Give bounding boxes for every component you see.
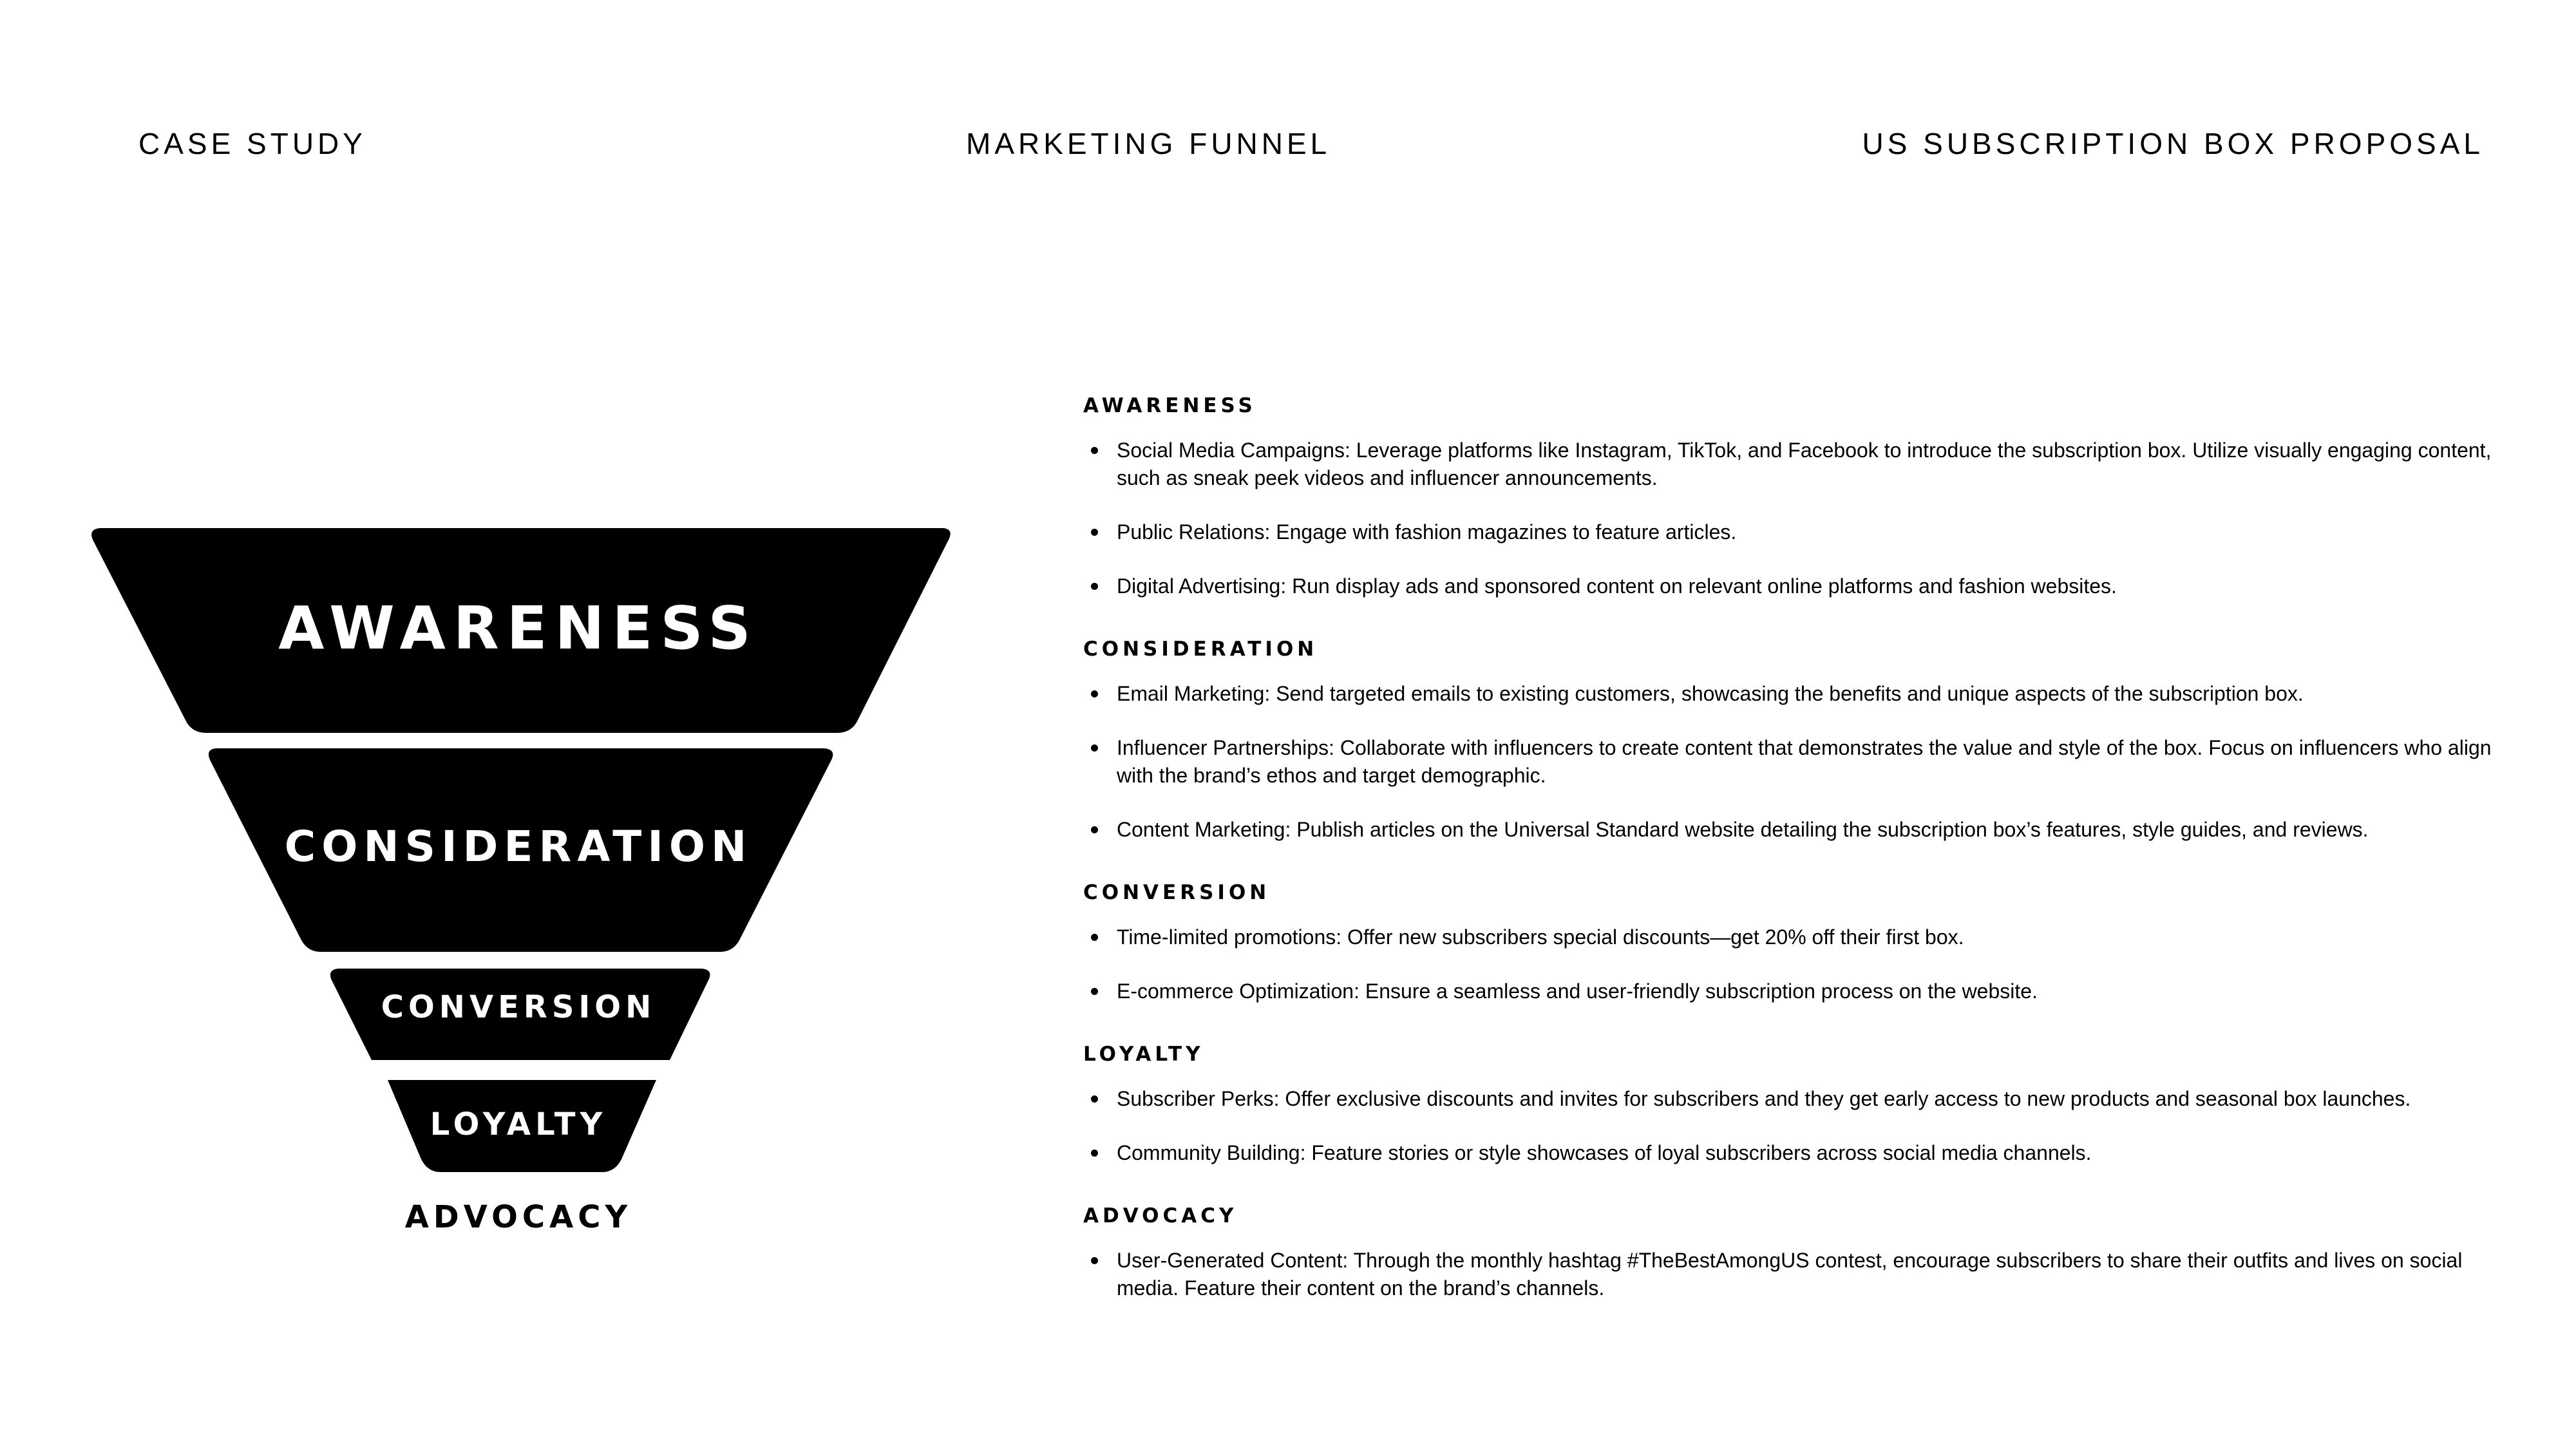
bullet-dot-icon bbox=[1091, 934, 1098, 941]
list-item bbox=[1083, 816, 2494, 844]
bullet-text: Community Building: Feature stories or style showcases of loyal subscribers across social media channels. bbox=[1117, 1141, 2092, 1164]
awareness-list bbox=[1083, 437, 2494, 600]
list-item bbox=[1083, 734, 2494, 790]
bullet-dot-icon bbox=[1091, 529, 1098, 536]
loyalty-list bbox=[1083, 1085, 2494, 1167]
bullet-text: Influencer Partnerships: Collaborate with influencers to create content that demonstrates the value and style of the box. Focus on influencers who align with the brand’s ethos and target demographic. bbox=[1117, 736, 2492, 787]
bullet-text: Time-limited promotions: Offer new subscribers special discounts—get 20% off their first box. bbox=[1117, 925, 1964, 949]
bullet-dot-icon bbox=[1091, 1150, 1098, 1157]
consideration-list bbox=[1083, 680, 2494, 844]
list-item bbox=[1083, 978, 2494, 1005]
list-item bbox=[1083, 1139, 2494, 1167]
conversion-list bbox=[1083, 923, 2494, 1005]
list-item bbox=[1083, 1247, 2494, 1302]
bullet-dot-icon bbox=[1091, 988, 1098, 995]
bullet-dot-icon bbox=[1091, 1095, 1098, 1103]
section-heading-consideration: CONSIDERATION bbox=[1083, 638, 1318, 661]
bullet-text: Subscriber Perks: Offer exclusive discounts and invites for subscribers and they get early access to new products and seasonal box launches. bbox=[1117, 1087, 2411, 1110]
bullet-text: Content Marketing: Publish articles on the Universal Standard website detailing the subscription box’s features, style guides, and reviews. bbox=[1117, 818, 2369, 841]
bullet-dot-icon bbox=[1091, 583, 1098, 590]
funnel-details bbox=[1083, 394, 2494, 1340]
funnel-label-advocacy: ADVOCACY bbox=[404, 1199, 632, 1235]
header-case-study: CASE STUDY bbox=[138, 127, 366, 160]
section-heading-awareness: AWARENESS bbox=[1083, 394, 1256, 417]
list-item bbox=[1083, 1085, 2494, 1113]
bullet-text: User-Generated Content: Through the monthly hashtag #TheBestAmongUS contest, encourage subscribers to share their outfits and lives on social media. Feature their content on the brand’s channels. bbox=[1117, 1249, 2463, 1300]
bullet-text: E-commerce Optimization: Ensure a seamless and user-friendly subscription process on the website. bbox=[1117, 980, 2038, 1003]
bullet-dot-icon bbox=[1091, 744, 1098, 752]
header-proposal-title: US SUBSCRIPTION BOX PROPOSAL bbox=[1862, 127, 2484, 160]
bullet-dot-icon bbox=[1091, 690, 1098, 697]
header-marketing-funnel: MARKETING FUNNEL bbox=[966, 127, 1331, 160]
list-item bbox=[1083, 923, 2494, 951]
funnel-label-conversion: CONVERSION bbox=[381, 989, 656, 1025]
funnel-label-awareness: AWARENESS bbox=[278, 594, 759, 663]
list-item bbox=[1083, 518, 2494, 546]
list-item bbox=[1083, 573, 2494, 600]
funnel-label-consideration: CONSIDERATION bbox=[284, 822, 753, 871]
funnel-label-loyalty: LOYALTY bbox=[430, 1106, 607, 1142]
section-heading-conversion: CONVERSION bbox=[1083, 881, 1271, 904]
advocacy-list bbox=[1083, 1247, 2494, 1302]
bullet-text: Social Media Campaigns: Leverage platforms like Instagram, TikTok, and Facebook to introduce the subscription box. Utilize visually engaging content, such as sneak peek videos and influencer announcements. bbox=[1117, 439, 2492, 489]
bullet-dot-icon bbox=[1091, 826, 1098, 833]
bullet-text: Digital Advertising: Run display ads and sponsored content on relevant online platforms and fashion websites. bbox=[1117, 574, 2117, 598]
list-item bbox=[1083, 437, 2494, 492]
bullet-dot-icon bbox=[1091, 1257, 1098, 1264]
list-item bbox=[1083, 680, 2494, 708]
bullet-text: Public Relations: Engage with fashion magazines to feature articles. bbox=[1117, 520, 1737, 544]
bullet-text: Email Marketing: Send targeted emails to existing customers, showcasing the benefits and unique aspects of the subscription box. bbox=[1117, 682, 2304, 705]
section-heading-loyalty: LOYALTY bbox=[1083, 1043, 1204, 1066]
bullet-dot-icon bbox=[1091, 447, 1098, 454]
section-heading-advocacy: ADVOCACY bbox=[1083, 1204, 1238, 1227]
